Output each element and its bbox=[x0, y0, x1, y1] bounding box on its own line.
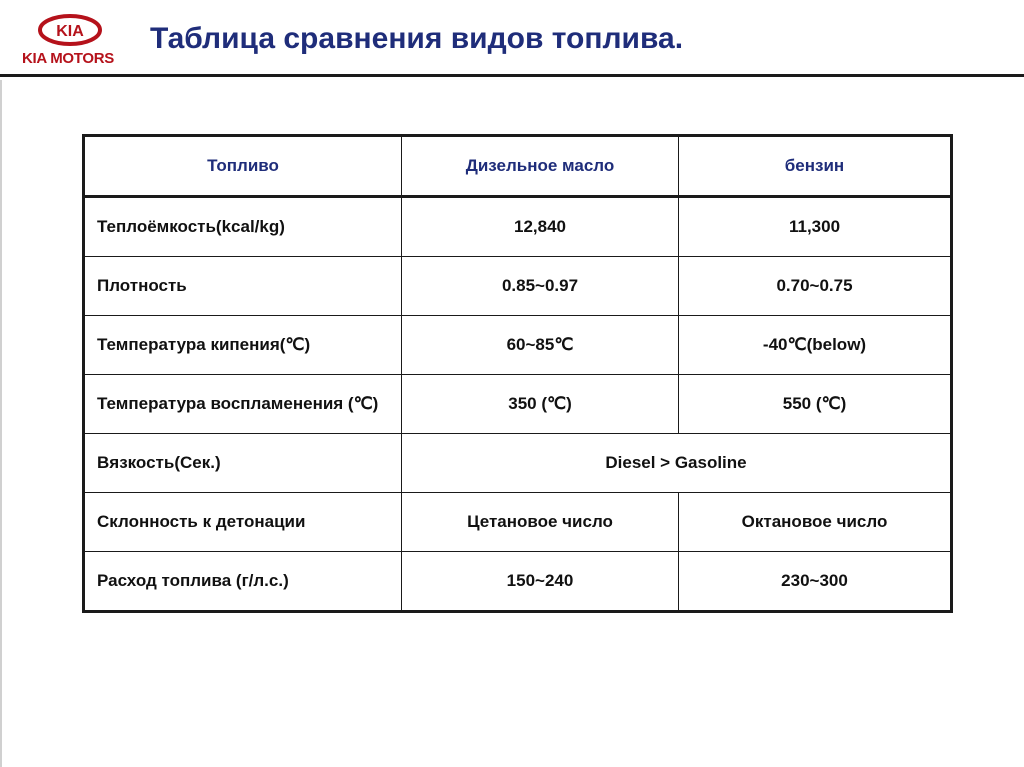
row-label: Теплоёмкость(kcal/kg) bbox=[84, 197, 402, 257]
title-divider bbox=[0, 74, 1024, 77]
logo-wordmark: KIA MOTORS bbox=[21, 50, 114, 67]
gasoline-value: 0.70~0.75 bbox=[679, 257, 952, 316]
row-label: Плотность bbox=[84, 257, 402, 316]
table-row bbox=[84, 552, 952, 612]
row-label: Вязкость(Сек.) bbox=[84, 434, 402, 493]
header-fuel: Топливо bbox=[84, 136, 402, 197]
row-label: Склонность к детонации bbox=[84, 493, 402, 552]
diesel-value: 350 (℃) bbox=[402, 375, 679, 434]
diesel-value: Цетановое число bbox=[402, 493, 679, 552]
diesel-value: 60~85℃ bbox=[402, 316, 679, 375]
table-row bbox=[84, 375, 952, 434]
kia-badge-text: KIA bbox=[56, 23, 84, 40]
merged-value: Diesel > Gasoline bbox=[402, 434, 952, 493]
table-row bbox=[84, 316, 952, 375]
diesel-value: 12,840 bbox=[402, 197, 679, 257]
kia-oval-badge-icon bbox=[38, 14, 102, 46]
row-label: Температура кипения(℃) bbox=[84, 316, 402, 375]
page-title: Таблица сравнения видов топлива. bbox=[150, 22, 684, 55]
row-label: Расход топлива (г/л.с.) bbox=[84, 552, 402, 612]
fuel-comparison-table bbox=[82, 134, 953, 613]
diesel-value: 150~240 bbox=[402, 552, 679, 612]
gasoline-value: Октановое число bbox=[679, 493, 952, 552]
table-row bbox=[84, 493, 952, 552]
diesel-value: 0.85~0.97 bbox=[402, 257, 679, 316]
table-row bbox=[84, 197, 952, 257]
header-gasoline: бензин bbox=[679, 136, 952, 197]
table-row bbox=[84, 257, 952, 316]
header-diesel: Дизельное масло bbox=[402, 136, 679, 197]
gasoline-value: -40℃(below) bbox=[679, 316, 952, 375]
gasoline-value: 230~300 bbox=[679, 552, 952, 612]
row-label: Температура воспламенения (℃) bbox=[84, 375, 402, 434]
table-row bbox=[84, 434, 952, 493]
left-border bbox=[0, 80, 2, 767]
kia-motors-logo bbox=[14, 12, 122, 72]
table-header-row bbox=[84, 136, 952, 197]
gasoline-value: 550 (℃) bbox=[679, 375, 952, 434]
gasoline-value: 11,300 bbox=[679, 197, 952, 257]
